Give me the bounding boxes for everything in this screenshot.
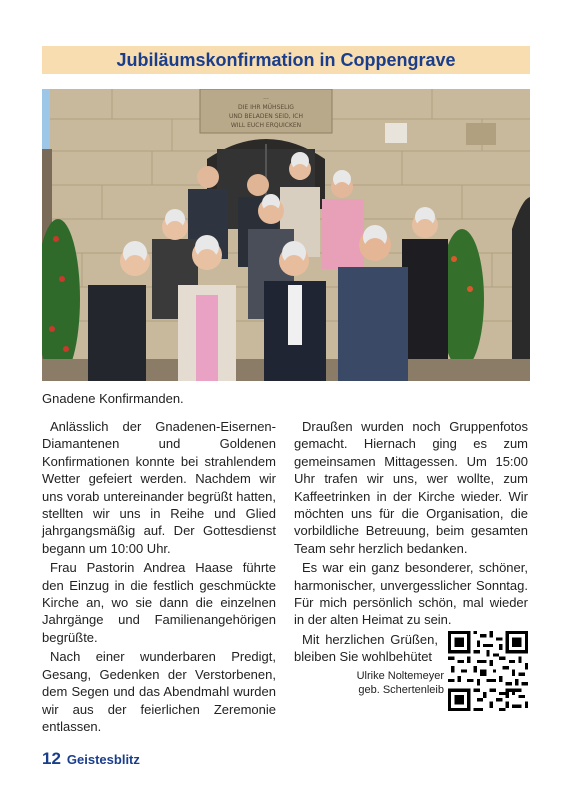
page-footer	[42, 749, 140, 769]
group-photo	[42, 89, 530, 381]
publication-name: Geistesblitz	[66, 752, 140, 767]
right-column	[294, 418, 528, 697]
article-title: Jubiläumskonfirmation in Coppengrave	[116, 49, 456, 70]
paragraph: Frau Pastorin Andrea Haase führte den Einzug in die festlich geschmückte Kirche an, wo sie dann die einzelnen Jahrgänge und Familienangehörigen begrüßte.	[42, 560, 276, 645]
greeting-block	[294, 631, 528, 697]
paragraph: Es war ein ganz besonderer, schöner, harmonischer, unvergesslicher Sonntag. Für mich persönlich schön, mal wieder in der alten Heimat zu sein.	[294, 560, 528, 628]
paragraph: Nach einer wunderbaren Predigt, Gesang, Gedenken der Verstorbenen, dem Segen und das Abendmahl wurden wir aus der feierlichen Zeremonie entlassen.	[42, 649, 276, 734]
svg-text:UND BELADEN SEID, ICH: UND BELADEN SEID, ICH	[229, 113, 303, 120]
svg-text:DIE IHR MÜHSELIG: DIE IHR MÜHSELIG	[238, 104, 294, 111]
paragraph: Draußen wurden noch Gruppenfotos gemacht. Hiernach ging es zum gemeinsamen Mittagessen. Um 15:00 Uhr trafen wir uns, wer wollte, zum Kaffeetrinken in der Kirche wieder. Wir möchten uns für die Organisation, die vorbildliche Betreuung, beim gesamten Team sehr herzlich bedanken.	[294, 419, 528, 556]
svg-text:WILL EUCH ERQUICKEN: WILL EUCH ERQUICKEN	[230, 122, 302, 129]
signature-name: Ulrike Noltemeyer	[356, 669, 444, 682]
photo-caption: Gnadene Konfirmanden.	[42, 391, 184, 406]
left-column	[42, 418, 276, 737]
signature-maiden-name: geb. Schertenleib	[358, 683, 444, 696]
svg-text:...: ...	[263, 94, 269, 101]
paragraph: Anlässlich der Gnadenen-Eisernen-Diamantenen und Goldenen Konfirmationen konnte bei strahlendem Wetter gefeiert werden. Nachdem wir uns vorab untereinander begrüßt hatten, stellten wir uns in Reihe und Glied jahrgangsmäßig auf. Der Gottesdienst begann um 10:00 Uhr.	[42, 419, 276, 556]
qr-code-icon[interactable]	[448, 631, 528, 711]
greeting-text: Mit herzlichen Grüßen, bleiben Sie wohlbehütet	[294, 631, 438, 665]
signature	[294, 669, 444, 697]
title-bar	[42, 46, 530, 74]
page-number: 12	[42, 749, 61, 768]
